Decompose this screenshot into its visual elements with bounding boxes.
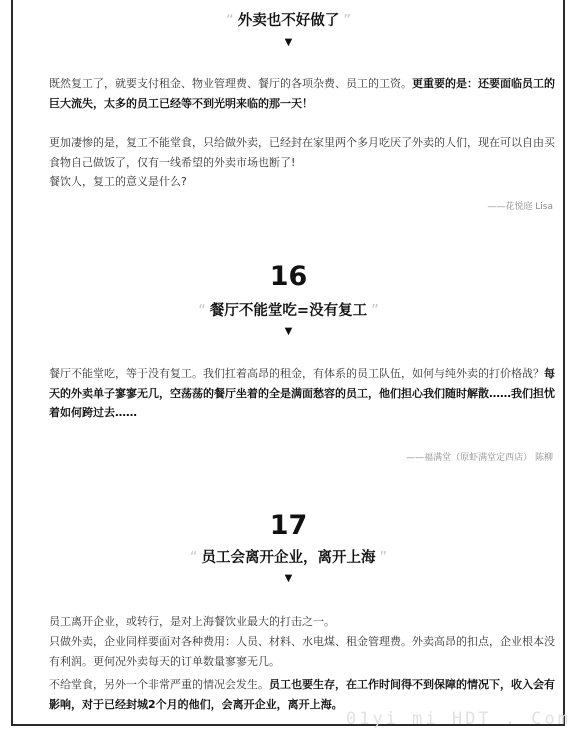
arrow-down-icon: ▼ (284, 573, 293, 584)
paragraph-text: 不给堂食，另外一个非常严重的情况会发生。 (49, 678, 269, 691)
paragraph (49, 612, 555, 632)
quote-open-icon: “ (225, 11, 234, 29)
paragraph-bold-text: 每天的外卖单子寥寥无几，空荡荡的餐厅坐着的全是满面愁容的员工，他们担心我们随时解散……我们担忧着如何跨过去…… (49, 367, 555, 419)
paragraph (49, 172, 555, 192)
section-title-text: 外卖也不好做了 (237, 13, 340, 29)
paragraph-text: 员工离开企业，或转行，是对上海餐饮业最大的打击之一。 (49, 615, 335, 628)
paragraph (49, 74, 555, 113)
paragraph-text: 更加凄惨的是，复工不能堂食，只给做外卖，已经封在家里两个多月吃厌了外卖的人们，现在可以自由买食物自己做饭了，仅有一线希望的外卖市场也断了! (49, 136, 555, 169)
section-number: 17 (269, 510, 308, 541)
paragraph (49, 364, 555, 423)
signature: ——福满堂（原虾满堂定西店） 陈柳 (406, 453, 553, 463)
paragraph-text: 餐饮人，复工的意义是什么? (49, 175, 187, 188)
quote-open-icon: “ (189, 548, 198, 566)
section-17-header (0, 511, 577, 586)
section-title-text: 餐厅不能堂吃=没有复工 (209, 303, 368, 319)
paragraph-text: 既然复工了，就要支付租金、物业管理费、餐厅的各项杂费、员工的工资。 (49, 77, 412, 90)
arrow-down-icon: ▼ (284, 37, 293, 48)
section-15-header (0, 10, 577, 50)
quote-close-icon: ” (343, 11, 352, 29)
section-number: 16 (269, 261, 308, 292)
paragraph (49, 133, 555, 172)
section-title (0, 547, 577, 568)
quote-open-icon: “ (198, 301, 206, 319)
paragraph-bold-text: 更重要的是：还要面临员工的巨大流失，太多的员工已经等不到光明来临的那一天！ (49, 77, 555, 110)
paragraph (49, 632, 555, 671)
paragraph-text: 餐厅不能堂吃，等于没有复工。我们扛着高昂的租金，有体系的员工队伍，如何与纯外卖的打价格战？ (49, 367, 544, 380)
arrow-down-icon: ▼ (284, 326, 293, 337)
quote-close-icon: ” (371, 301, 379, 319)
section-16-header (0, 262, 577, 339)
paragraph-text: 只做外卖，企业同样要面对各种费用：人员、材料、水电煤、租金管理费。外卖高昂的扣点，企业根本没有利润。更何况外卖每天的订单数量寥寥无几。 (49, 635, 555, 668)
watermark: 01yi mi HDT . Com (346, 709, 571, 729)
quote-close-icon: ” (379, 548, 388, 566)
section-title-text: 员工会离开企业，离开上海 (201, 550, 376, 566)
section-title (0, 10, 577, 31)
section-title (0, 300, 577, 321)
paragraph-bold-text: 员工也要生存，在工作时间得不到保障的情况下，收入会有影响，对于已经封城2个月的他们，会离开企业，离开上海。 (49, 678, 555, 711)
signature: ——花悦庭 Lisa (487, 202, 553, 212)
